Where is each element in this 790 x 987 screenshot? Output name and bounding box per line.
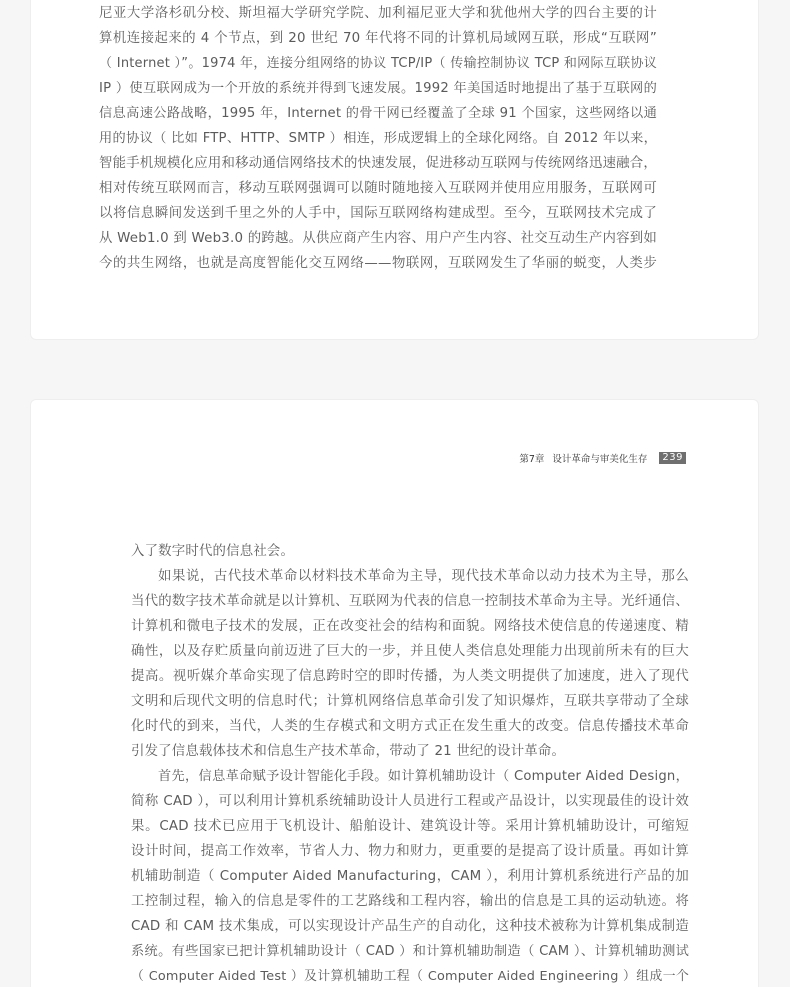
text-line: 设计时间，提高工作效率，节省人力、物力和财力，更重要的是提高了设计质量。再如计算 xyxy=(131,844,689,859)
text-line: 以将信息瞬间发送到千里之外的人手中，国际互联网络构建成型。至今，互联网技术完成了 xyxy=(99,206,657,221)
text-line: 用的协议（ 比如 FTP、HTTP、SMTP ）相连，形成逻辑上的全球化网络。自 2012 年以来， xyxy=(99,131,657,146)
chapter-title: 设计革命与审美化生存 xyxy=(552,454,648,465)
text-line: 算机连接起来的 4 个节点，到 20 世纪 70 年代将不同的计算机局域网互联，形成“互联网” xyxy=(99,31,657,46)
text-line: 计算机和微电子技术的发展，正在改变社会的结构和面貌。网络技术使信息的传递速度、精 xyxy=(131,619,689,634)
text-line: （ Computer Aided Test ）及计算机辅助工程（ Computer Aided Engineering ）组成一个 xyxy=(131,969,689,984)
text-line: 机辅助制造（ Computer Aided Manufacturing，CAM ），利用计算机系统进行产品的加 xyxy=(131,869,689,884)
text-line: 简称 CAD ），可以利用计算机系统辅助设计人员进行工程或产品设计，以实现最佳的设计效 xyxy=(131,794,689,809)
book-page-239 xyxy=(30,399,759,987)
text-line: CAD 和 CAM 技术集成，可以实现设计产品生产的自动化，这种技术被称为计算机集成制造 xyxy=(131,919,689,934)
text-line: （ Internet ）”。1974 年，连接分组网络的协议 TCP/IP（ 传输控制协议 TCP 和网际互联协议 xyxy=(99,56,657,71)
book-page-top xyxy=(30,0,759,340)
text-line: 文明和后现代文明的信息时代；计算机网络信息革命引发了知识爆炸，互联共享带动了全球 xyxy=(131,694,689,709)
text-line: 当代的数字技术革命就是以计算机、互联网为代表的信息一控制技术革命为主导。光纤通信、 xyxy=(131,594,689,609)
text-line: 从 Web1.0 到 Web3.0 的跨越。从供应商产生内容、用户产生内容、社交互动生产内容到如 xyxy=(99,231,657,246)
text-line: 工控制过程，输入的信息是零件的工艺路线和工程内容，输出的信息是工具的运动轨迹。将 xyxy=(131,894,689,909)
running-head xyxy=(519,451,686,465)
text-line: 确性，以及存贮质量向前迈进了巨大的一步，并且使人类信息处理能力出现前所未有的巨大 xyxy=(131,644,689,659)
text-line: 今的共生网络，也就是高度智能化交互网络——物联网，互联网发生了华丽的蜕变，人类步 xyxy=(99,256,657,271)
text-line: 入了数字时代的信息社会。 xyxy=(131,544,295,559)
text-line: 尼亚大学洛杉矶分校、斯坦福大学研究学院、加利福尼亚大学和犹他州大学的四台主要的计 xyxy=(99,6,657,21)
chapter-number: 第7章 xyxy=(519,454,545,465)
text-line: 信息高速公路战略，1995 年，Internet 的骨干网已经覆盖了全球 91 个国家，这些网络以通 xyxy=(99,106,657,121)
page-body-text xyxy=(99,1,657,276)
paragraph-first-line: 如果说，古代技术革命以材料技术革命为主导，现代技术革命以动力技术为主导，那么 xyxy=(158,569,689,584)
paragraph-first-line: 首先，信息革命赋予设计智能化手段。如计算机辅助设计（ Computer Aided Design， xyxy=(158,769,689,784)
text-line: 果。CAD 技术已应用于飞机设计、船舶设计、建筑设计等。采用计算机辅助设计，可缩短 xyxy=(131,819,689,834)
text-line: 相对传统互联网而言，移动互联网强调可以随时随地接入互联网并使用应用服务，互联网可 xyxy=(99,181,657,196)
text-line: IP ）使互联网成为一个开放的系统并得到飞速发展。1992 年美国适时地提出了基于互联网的 xyxy=(99,81,657,96)
text-line: 提高。视听媒介革命实现了信息跨时空的即时传播，为人类文明提供了加速度，进入了现代 xyxy=(131,669,689,684)
text-line: 引发了信息载体技术和信息生产技术革命，带动了 21 世纪的设计革命。 xyxy=(131,744,566,759)
page-number: 239 xyxy=(659,452,686,464)
text-line: 化时代的到来，当代，人类的生存模式和文明方式正在发生重大的改变。信息传播技术革命 xyxy=(131,719,689,734)
text-line: 智能手机规模化应用和移动通信网络技术的快速发展，促进移动互联网与传统网络迅速融合， xyxy=(99,156,657,171)
page-body-text xyxy=(131,539,689,987)
text-line: 系统。有些国家已把计算机辅助设计（ CAD ）和计算机辅助制造（ CAM ）、计算机辅助测试 xyxy=(131,944,689,959)
